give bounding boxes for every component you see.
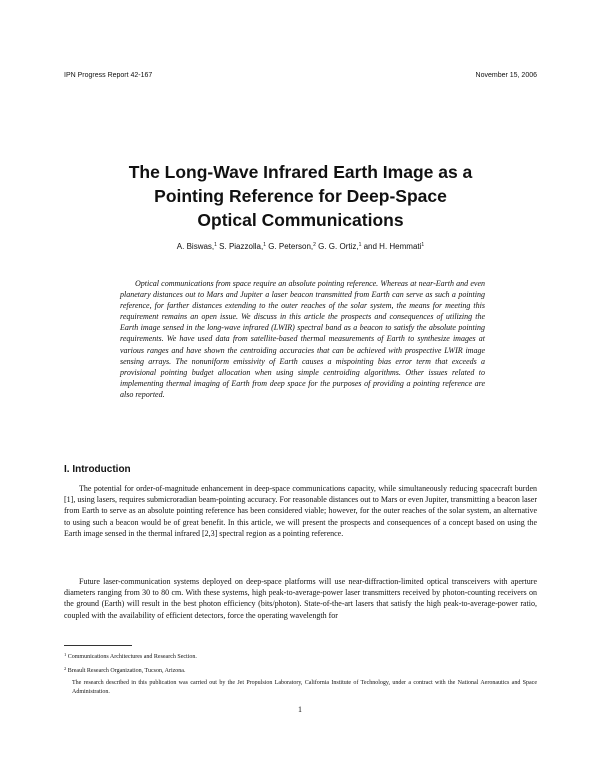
abstract: Optical communications from space require an absolute pointing reference. Whereas at near-Earth and even planetary distances out to Mars and Jupiter a laser beacon transmitted from Earth can serve as such a pointing reference, for farther distances extending to the outer reaches of the solar system, the means for meeting this requirement remains an open issue. We discuss in this article the prospects and consequences of utilizing the Earth image sensed in the long-wave infrared (LWIR) spectral band as a beacon to satisfy the absolute pointing requirements. We have used data from satellite-based thermal measurements of Earth to synthesize images at various ranges and have shown the centroiding accuracies that can be achieved with prospective LWIR image sensing arrays. The nonuniform emissivity of Earth causes a mispointing bias error term that exceeds a provisional pointing budget allocation when using simple centroiding algorithms. Other issues related to implementing thermal imaging of Earth from deep space for the purposes of providing a pointing reference are also reported. [120,279,485,399]
report-number: IPN Progress Report 42-167 [64,72,153,79]
author: A. Biswas,$^1$ [176,242,217,251]
title-line-1: The Long-Wave Infrared Earth Image as a [128,162,473,182]
body-paragraph: Future laser-communication systems deployed on deep-space platforms will use near-diffraction-limited optical transceivers with aperture diameters ranging from 30 to 80 cm. With these systems, high peak-to-average-power laser transmitters received by photon-counting receivers on the ground (Earth) will result in the best photon efficiency (bits/photon). State-of-the-art lasers that satisfy the high peak-to-average-power ratio, coupled with the availability of efficient detectors, force the operating wavelength for [64,577,537,620]
footnotes [64,650,537,699]
author: and H. Hemmati$^1$ [363,242,425,251]
title-line-3: Optical Communications [197,210,404,230]
report-date: November 15, 2006 [475,72,537,79]
title-line-2: Pointing Reference for Deep-Space [154,186,447,206]
section-heading: I. Introduction [64,464,131,475]
footnote-divider [64,645,132,646]
footnote: $^2$ Breault Research Organization, Tucson, Arizona. [64,666,186,674]
author: S. Piazzolla,$^1$ [219,242,266,251]
body-paragraph: The potential for order-of-magnitude enhancement in deep-space communications capacity, while simultaneously reducing spacecraft burden [1], using lasers, requires submicroradian beam-pointing accuracy. For reasonable distances out to Mars or even Jupiter, transmitting a beacon laser from Earth to serve as an absolute pointing reference has been considered viable; however, for the outer reaches of the solar system, an alternative to using such a beacon would be of great benefit. In this article, we will present the prospects and consequences of a concept based on using the Earth image sensed in the thermal infrared [2,3] spectral region as a pointing reference. [64,484,537,538]
author: G. Peterson,$^2$ [268,242,316,251]
author: G. G. Ortiz,$^1$ [318,242,362,251]
author-list [64,242,537,251]
page-number: 1 [298,705,302,714]
paper-title [64,160,537,232]
funding-note: The research described in this publication was carried out by the Jet Propulsion Laboratory, California Institute of Technology, under a contract with the National Aeronautics and Space Administration. [72,680,537,695]
footnote: $^1$ Communications Architectures and Research Section. [64,652,197,660]
